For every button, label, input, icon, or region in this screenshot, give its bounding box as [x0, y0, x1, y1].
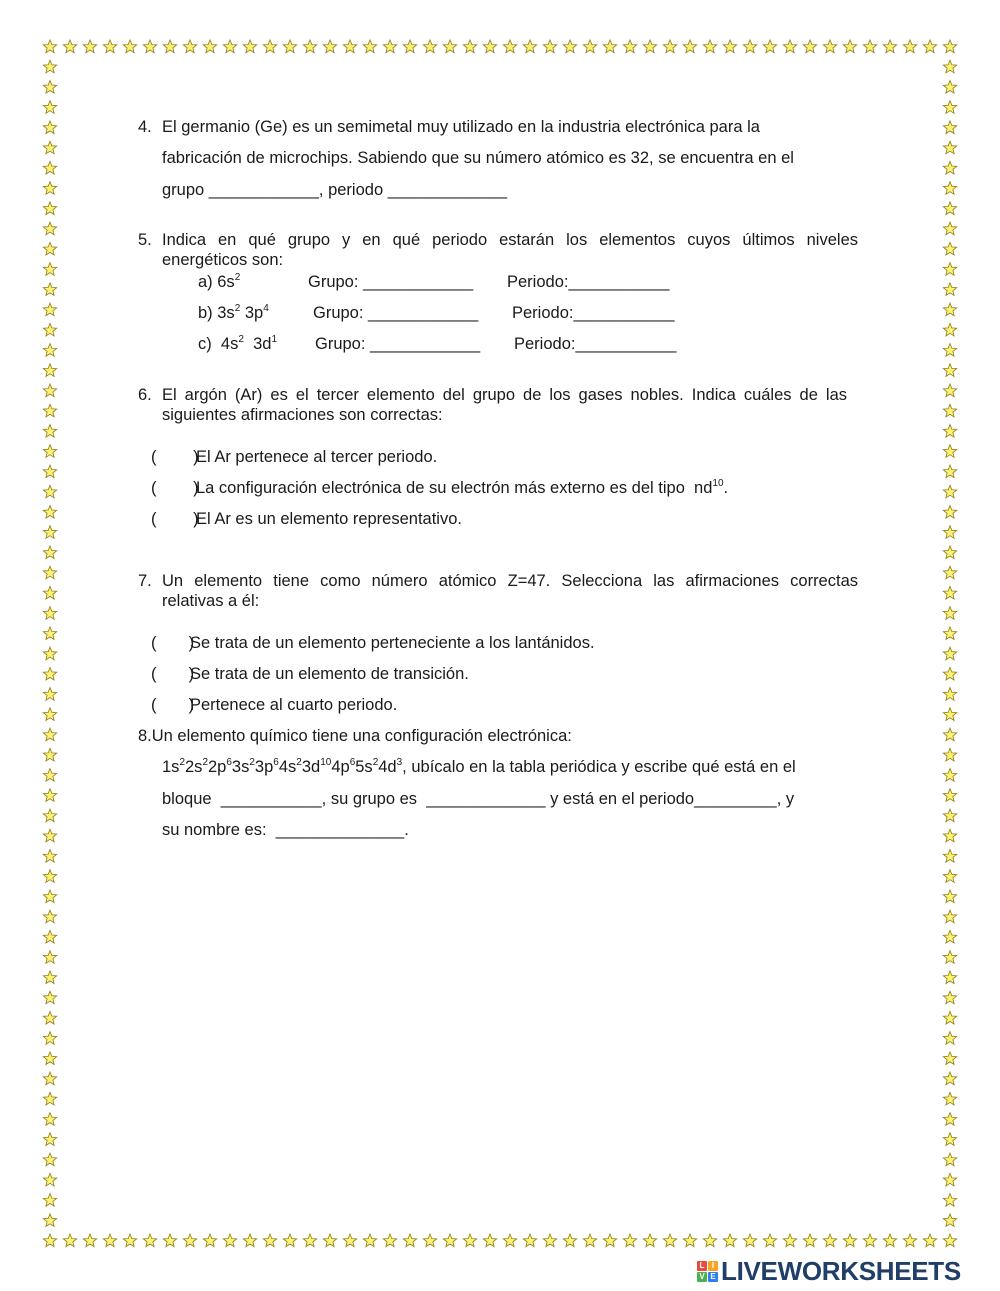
q4-answer-line[interactable]: grupo ____________, periodo _____________	[162, 181, 507, 199]
logo-block: E	[708, 1272, 718, 1282]
q7-number: 7.	[138, 572, 152, 590]
logo-icon	[697, 1261, 718, 1282]
q5-item-a-grupo-blank[interactable]: Grupo: ____________	[308, 273, 474, 291]
q7-option-text: Se trata de un elemento perteneciente a los lantánidos.	[190, 634, 595, 652]
q7-option-text: Se trata de un elemento de transición.	[190, 665, 469, 683]
q8-answer-line2[interactable]: su nombre es: ______________.	[162, 821, 409, 839]
logo-wordmark: LIVEWORKSHEETS	[721, 1255, 961, 1286]
q7-text-line1: Un elemento tiene como número atómico Z=47. Selecciona las afirmaciones correctas	[162, 572, 858, 590]
q6-text-line1: El argón (Ar) es el tercer elemento del grupo de los gases nobles. Indica cuáles de las	[162, 386, 847, 404]
q5-item-c-periodo-blank[interactable]: Periodo:___________	[514, 335, 677, 353]
q5-item-c: c) $4s^2$ $3d^1$	[198, 333, 277, 353]
q5-number: 5.	[138, 231, 152, 249]
q7-text-line2: relativas a él:	[162, 592, 260, 610]
q7-option-checkbox[interactable]: ( )	[151, 696, 195, 714]
q6-option-text: El Ar es un elemento representativo.	[196, 510, 462, 528]
q5-item-b-grupo-blank[interactable]: Grupo: ____________	[313, 304, 479, 322]
q5-text-line2: energéticos son:	[162, 251, 284, 269]
q6-text-line2: siguientes afirmaciones son correctas:	[162, 406, 443, 424]
logo-block: V	[697, 1272, 707, 1282]
q5-text-line1: Indica en qué grupo y en qué periodo estarán los elementos cuyos últimos niveles	[162, 231, 858, 249]
q6-option-checkbox[interactable]: ( )	[151, 448, 199, 466]
q5-item-c-grupo-blank[interactable]: Grupo: ____________	[315, 335, 481, 353]
q4-text-line1: El germanio (Ge) es un semimetal muy utilizado en la industria electrónica para la	[162, 118, 760, 136]
q8-config-line: $1s^22s^22p^63s^23p^64s^23d^{10}4p^65s^24d^3$, ubícalo en la tabla periódica y escribe qué está en el	[162, 756, 796, 776]
electron-configuration: $1s^22s^22p^63s^23p^64s^23d^{10}4p^65s^24d^3$	[162, 756, 403, 776]
q6-number: 6.	[138, 386, 152, 404]
logo-block: L	[697, 1261, 707, 1271]
q5-item-b-periodo-blank[interactable]: Periodo:___________	[512, 304, 675, 322]
q6-option-checkbox[interactable]: ( )	[151, 510, 199, 528]
q6-option-checkbox[interactable]: ( )	[151, 479, 199, 497]
q5-item-b: b) $3s^2$ $3p^4$	[198, 302, 269, 322]
q6-option-text: El Ar pertenece al tercer periodo.	[196, 448, 438, 466]
logo-block: I	[708, 1261, 718, 1271]
q7-option-checkbox[interactable]: ( )	[151, 665, 195, 683]
q8-text-line1: 8.Un elemento químico tiene una configuración electrónica:	[138, 727, 572, 745]
liveworksheets-logo[interactable]	[697, 1255, 961, 1287]
q8-answer-line1[interactable]: bloque ___________, su grupo es _____________ y está en el periodo_________, y	[162, 790, 795, 808]
q4-number: 4.	[138, 118, 152, 136]
q5-item-a: a) $6s^2$	[198, 271, 241, 291]
q5-item-a-periodo-blank[interactable]: Periodo:___________	[507, 273, 670, 291]
q7-option-text: Pertenece al cuarto periodo.	[190, 696, 398, 714]
q7-option-checkbox[interactable]: ( )	[151, 634, 195, 652]
q6-option-text: La configuración electrónica de su electrón más externo es del tipo $nd^{10}$.	[196, 477, 729, 497]
q4-text-line2: fabricación de microchips. Sabiendo que su número atómico es 32, se encuentra en el	[162, 149, 794, 167]
